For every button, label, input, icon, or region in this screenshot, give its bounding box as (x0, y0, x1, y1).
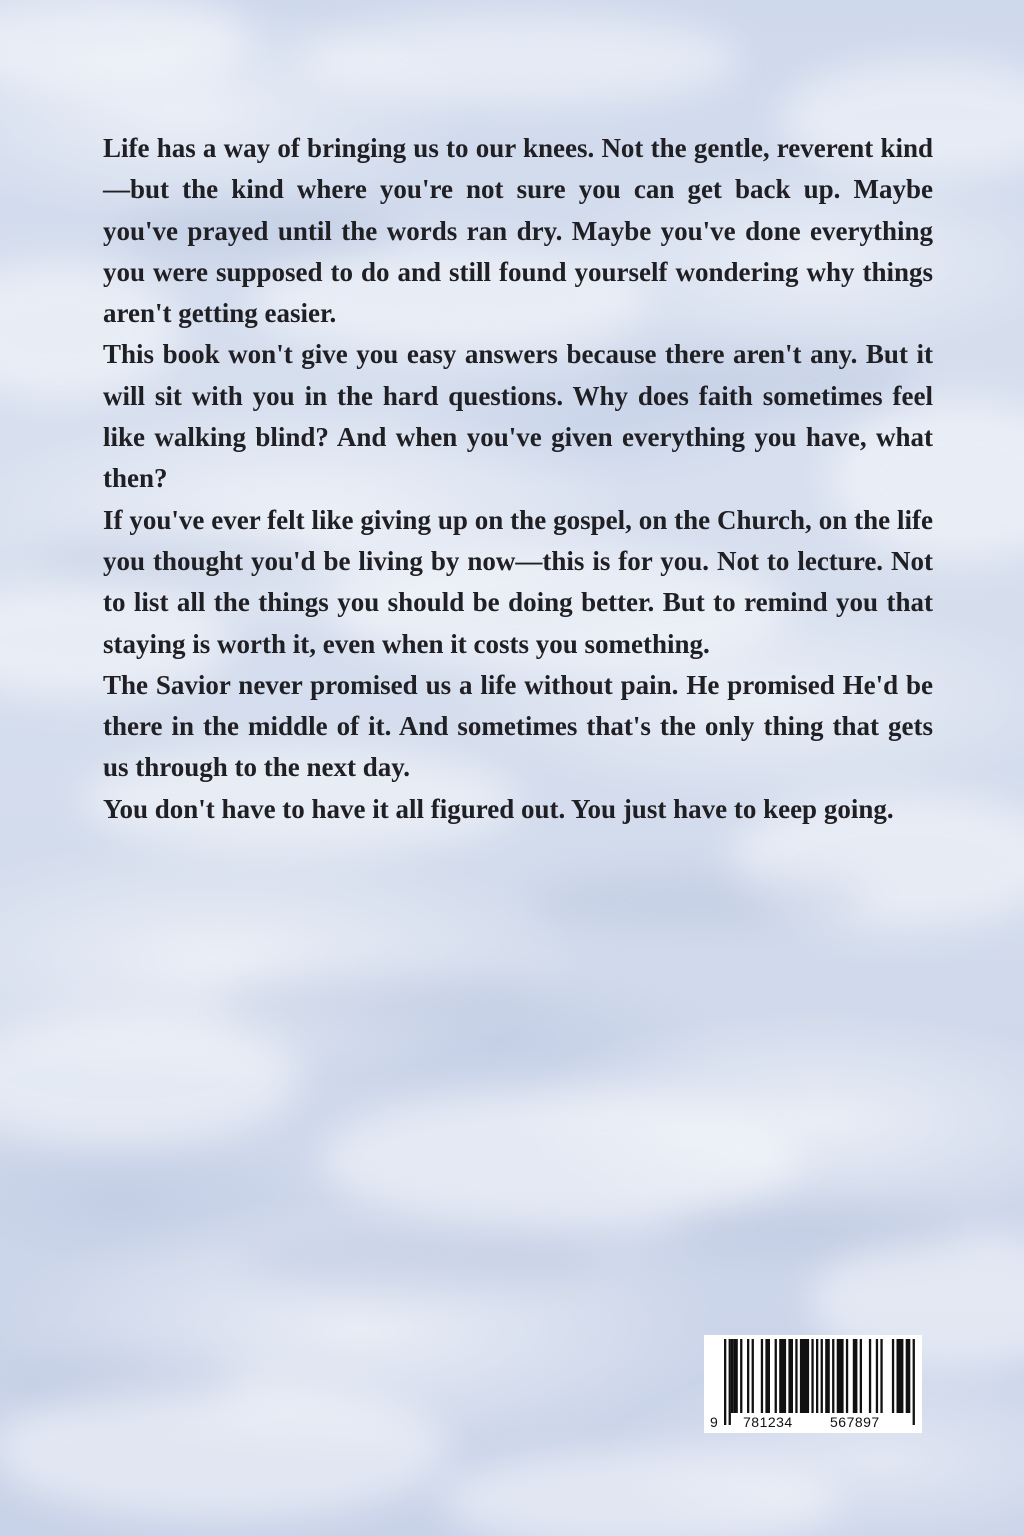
barcode-bar (892, 1339, 894, 1413)
barcode-bar (913, 1339, 915, 1425)
barcode-bar (724, 1339, 726, 1425)
blurb-paragraph: This book won't give you easy answers because there aren't any. But it will sit with you in the hard questions. Why does faith sometimes feel like walking blind? And when you've given everything you have, what then? (103, 339, 933, 494)
blurb-paragraph: If you've ever felt like giving up on the gospel, on the Church, on the life you thought you'd be living by now—this is for you. Not to lecture. Not to list all the things you should be doing better. But to remind you that staying is worth it, even when it costs you something. (103, 504, 933, 659)
barcode-bar (876, 1339, 878, 1413)
barcode-bar (775, 1339, 777, 1413)
barcode-bar (821, 1339, 823, 1413)
barcode-bar (897, 1339, 904, 1413)
blurb-paragraph: Life has a way of bringing us to our knees. Not the gentle, reverent kind—but the kind where you're not sure you can get back up. Maybe you've prayed until the words ran dry. Maybe you've done everything you were supposed to do and still found yourself wondering why things aren't getting easier. (103, 133, 933, 329)
barcode-bar (816, 1339, 818, 1413)
barcode-digits-right: 567897 (830, 1414, 880, 1430)
blurb-paragraph: The Savior never promised us a life without pain. He promised He'd be there in the middle of it. And sometimes that's the only thing that gets us through to the next day. (103, 669, 933, 783)
barcode-bars (704, 1335, 922, 1433)
barcode-bar (846, 1339, 848, 1413)
barcode-bar (853, 1339, 858, 1413)
barcode-bar (747, 1339, 749, 1413)
blurb-paragraph: You don't have to have it all figured out. You just have to keep going. (103, 793, 894, 824)
blurb-text (103, 128, 933, 830)
barcode-digits-left: 781234 (743, 1414, 793, 1430)
barcode-bar (832, 1339, 834, 1413)
barcode-digit-first: 9 (710, 1414, 719, 1430)
barcode-bar (825, 1339, 830, 1413)
barcode-bar (779, 1339, 786, 1413)
barcode-bar (731, 1339, 733, 1413)
barcode-bar (752, 1339, 754, 1413)
barcode-bar (740, 1339, 742, 1413)
barcode-bar (811, 1339, 813, 1413)
barcode-bar (837, 1339, 844, 1413)
barcode-bar (733, 1339, 738, 1413)
barcode-bar (788, 1339, 793, 1413)
barcode-bar (795, 1339, 797, 1413)
barcode-bar (761, 1339, 763, 1413)
barcode-bar (800, 1339, 809, 1413)
barcode-bar (765, 1339, 770, 1413)
barcode-bar (869, 1339, 871, 1413)
isbn-barcode (704, 1335, 922, 1433)
barcode-bar (906, 1339, 911, 1413)
barcode-bar (860, 1339, 862, 1413)
barcode-bar (880, 1339, 882, 1413)
barcode-bar (729, 1339, 731, 1425)
